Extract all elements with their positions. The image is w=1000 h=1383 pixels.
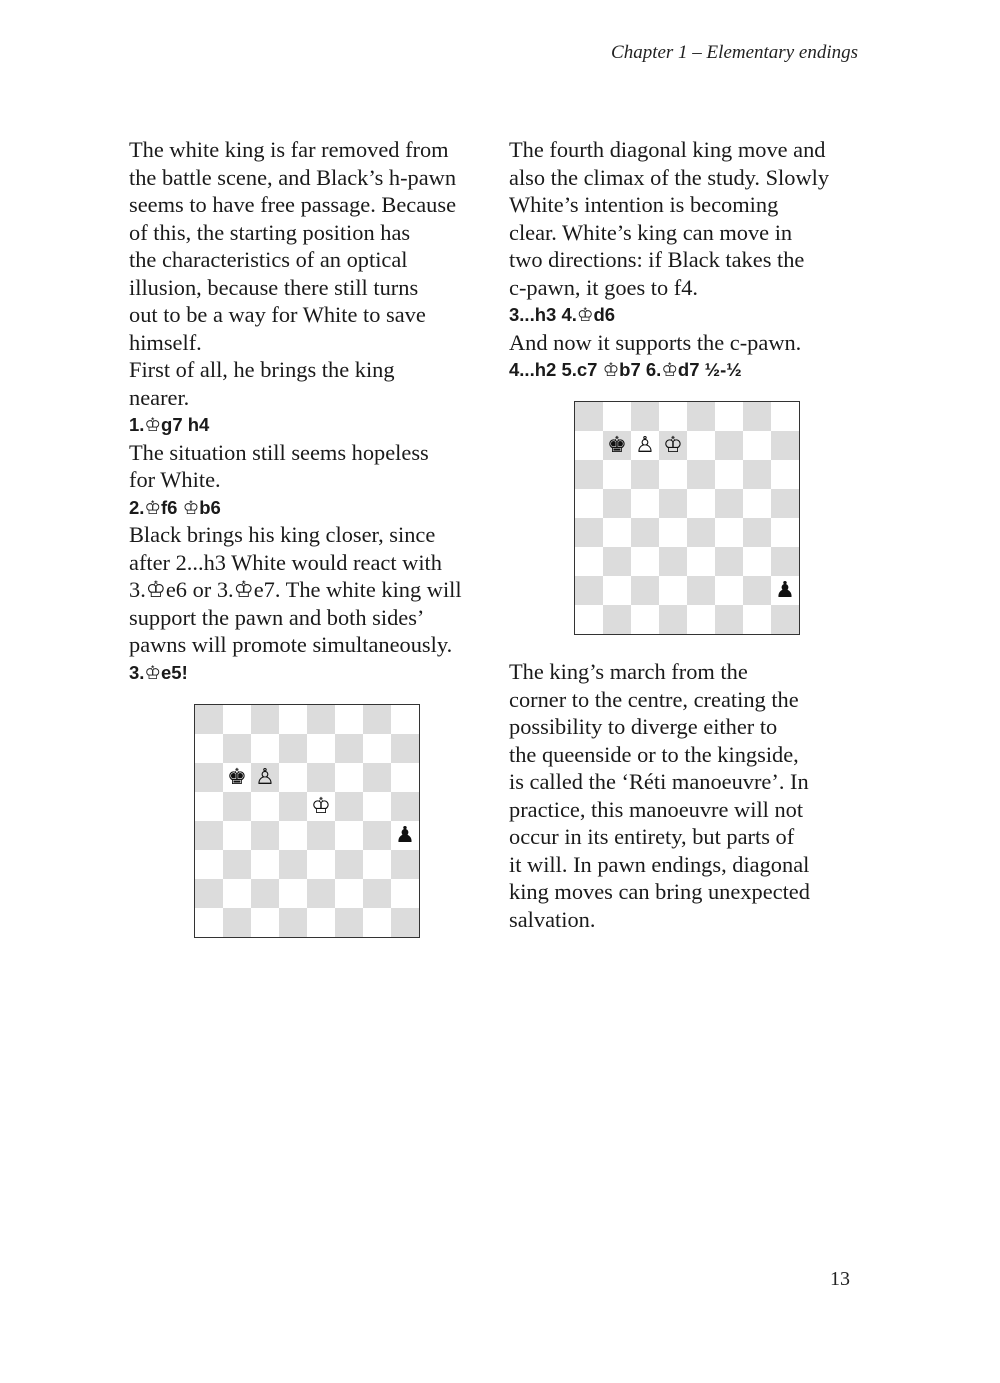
board-square <box>223 734 251 763</box>
board-square <box>631 402 659 431</box>
board-square <box>223 763 251 792</box>
black-pawn-icon: ♟ <box>775 577 795 603</box>
board-square <box>575 460 603 489</box>
board-square <box>279 821 307 850</box>
left-column <box>129 136 491 686</box>
board-square <box>687 576 715 605</box>
right-column <box>509 136 871 384</box>
board-square <box>307 705 335 734</box>
board-square <box>743 402 771 431</box>
board-square <box>575 576 603 605</box>
board-square <box>687 489 715 518</box>
board-square <box>251 705 279 734</box>
board-square <box>251 879 279 908</box>
board-square <box>251 821 279 850</box>
board-square <box>603 547 631 576</box>
board-square <box>575 605 603 634</box>
board-square <box>223 705 251 734</box>
board-square <box>363 734 391 763</box>
board-square <box>715 605 743 634</box>
body-paragraph: The situation still seems hopeless for White. <box>129 439 429 492</box>
board-square <box>279 879 307 908</box>
board-square <box>307 792 335 821</box>
board-square <box>715 402 743 431</box>
board-square <box>771 605 799 634</box>
board-square <box>659 547 687 576</box>
board-square <box>743 431 771 460</box>
board-square <box>223 821 251 850</box>
board-square <box>335 908 363 937</box>
board-square <box>659 402 687 431</box>
board-square <box>603 402 631 431</box>
board-square <box>223 908 251 937</box>
board-square <box>391 705 419 734</box>
board-square <box>223 792 251 821</box>
board-square <box>391 879 419 908</box>
board-square <box>307 734 335 763</box>
board-square <box>279 705 307 734</box>
move-notation: 4...h2 5.c7 ♔b7 6.♔d7 ½-½ <box>509 359 742 380</box>
white-pawn-icon: ♙ <box>255 764 275 790</box>
board-square <box>743 576 771 605</box>
board-square <box>659 576 687 605</box>
board-square <box>391 763 419 792</box>
black-king-icon: ♚ <box>227 764 247 790</box>
board-square <box>391 908 419 937</box>
board-square <box>743 605 771 634</box>
board-square <box>659 489 687 518</box>
board-square <box>631 605 659 634</box>
board-square <box>575 489 603 518</box>
white-king-icon: ♔ <box>311 793 331 819</box>
board-square <box>715 547 743 576</box>
board-square <box>195 792 223 821</box>
board-square <box>363 879 391 908</box>
board-square <box>771 547 799 576</box>
body-paragraph: And now it supports the c-pawn. <box>509 329 802 355</box>
board-square <box>363 792 391 821</box>
board-square <box>575 547 603 576</box>
board-square <box>715 576 743 605</box>
board-square <box>715 460 743 489</box>
board-square <box>195 821 223 850</box>
chess-diagram <box>574 401 800 635</box>
board-square <box>631 489 659 518</box>
board-square <box>307 763 335 792</box>
board-square <box>335 734 363 763</box>
body-paragraph: The fourth diagonal king move and also the climax of the study. Slowly White’s intention is becoming clear. White’s king can move in two directions: if Black takes the c-pawn, it goes to f4. <box>509 137 830 300</box>
board-square <box>631 547 659 576</box>
board-square <box>603 431 631 460</box>
board-square <box>603 489 631 518</box>
board-square <box>631 431 659 460</box>
board-square <box>195 850 223 879</box>
board-square <box>335 879 363 908</box>
black-pawn-icon: ♟ <box>395 822 415 848</box>
board-square <box>335 705 363 734</box>
board-square <box>743 489 771 518</box>
board-square <box>687 431 715 460</box>
board-square <box>743 518 771 547</box>
board-square <box>771 518 799 547</box>
board-square <box>223 850 251 879</box>
board-square <box>687 547 715 576</box>
board-square <box>687 402 715 431</box>
board-square <box>575 518 603 547</box>
board-square <box>715 431 743 460</box>
board-square <box>771 489 799 518</box>
right-column-lower <box>509 658 871 933</box>
board-square <box>251 734 279 763</box>
move-notation: 3...h3 4.♔d6 <box>509 304 616 325</box>
board-square <box>195 734 223 763</box>
board-square <box>391 850 419 879</box>
white-pawn-icon: ♙ <box>635 432 655 458</box>
board-square <box>335 763 363 792</box>
board-square <box>715 489 743 518</box>
move-notation: 2.♔f6 ♔b6 <box>129 496 221 518</box>
board-square <box>195 879 223 908</box>
board-square <box>251 763 279 792</box>
board-square <box>307 908 335 937</box>
board-square <box>687 518 715 547</box>
body-paragraph: The white king is far removed from the battle scene, and Black’s h-pawn seems to have free passage. Because of this, the starting position has the characteristics of an optical illusion, because there still turns out to be a way for White to save himself. First of all, he brings the king nearer. <box>129 137 457 410</box>
board-square <box>631 576 659 605</box>
chess-diagram <box>194 704 420 938</box>
board-square <box>195 763 223 792</box>
board-square <box>771 402 799 431</box>
board-square <box>603 605 631 634</box>
black-king-icon: ♚ <box>607 432 627 458</box>
board-square <box>195 705 223 734</box>
board-square <box>603 460 631 489</box>
board-square <box>659 518 687 547</box>
board-square <box>279 763 307 792</box>
board-square <box>307 850 335 879</box>
board-square <box>771 576 799 605</box>
board-square <box>659 431 687 460</box>
board-square <box>659 460 687 489</box>
board-square <box>659 605 687 634</box>
board-square <box>363 821 391 850</box>
board-square <box>279 792 307 821</box>
board-square <box>603 518 631 547</box>
board-square <box>251 850 279 879</box>
board-square <box>363 705 391 734</box>
board-square <box>251 908 279 937</box>
board-square <box>363 763 391 792</box>
board-square <box>223 879 251 908</box>
board-square <box>279 908 307 937</box>
body-paragraph: The king’s march from the corner to the centre, creating the possibility to diverge either to the queenside or to the kingside, is called the ‘Réti manoeuvre’. In practice, this manoeuvre will not occur in its entirety, but parts of it will. In pawn endings, diagonal king moves can bring unexpected salvation. <box>509 659 810 932</box>
move-notation: 1.♔g7 h4 <box>129 414 210 435</box>
running-header: Chapter 1 – Elementary endings <box>611 42 858 63</box>
board-square <box>335 850 363 879</box>
board-square <box>279 850 307 879</box>
board-square <box>575 402 603 431</box>
body-paragraph: Black brings his king closer, since after 2...h3 White would react with 3.♔e6 or 3.♔e7. The white king will support the pawn and both sides’ pawns will promote simultaneously. <box>129 522 462 657</box>
board-square <box>391 792 419 821</box>
board-square <box>335 792 363 821</box>
board-square <box>631 460 659 489</box>
board-square <box>279 734 307 763</box>
white-king-icon: ♔ <box>663 432 683 458</box>
board-square <box>743 460 771 489</box>
move-notation: 3.♔e5! <box>129 661 188 683</box>
board-square <box>335 821 363 850</box>
board-square <box>687 460 715 489</box>
board-square <box>687 605 715 634</box>
board-square <box>575 431 603 460</box>
board-square <box>743 547 771 576</box>
board-square <box>631 518 659 547</box>
board-square <box>363 908 391 937</box>
board-square <box>307 879 335 908</box>
board-square <box>391 821 419 850</box>
board-square <box>195 908 223 937</box>
board-square <box>771 431 799 460</box>
board-square <box>771 460 799 489</box>
board-square <box>603 576 631 605</box>
board-square <box>391 734 419 763</box>
page-number: 13 <box>830 1268 850 1290</box>
board-square <box>251 792 279 821</box>
board-square <box>307 821 335 850</box>
board-square <box>363 850 391 879</box>
board-square <box>715 518 743 547</box>
